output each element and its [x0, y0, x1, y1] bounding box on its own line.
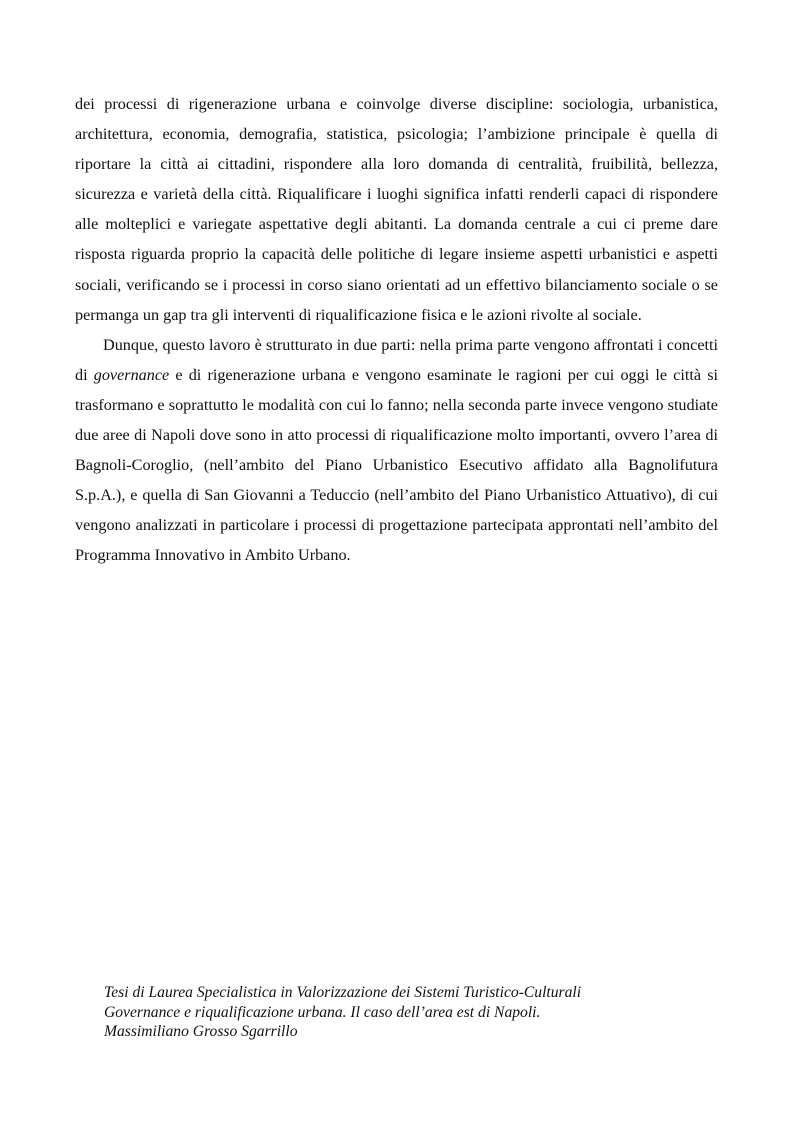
paragraph-2-text-start: Dunque, questo lavoro è strutturato in due parti: nella prima parte vengono affrontati i concetti di: [75, 335, 718, 384]
paragraph-2-text-end: e di rigenerazione urbana e vengono esaminate le ragioni per cui oggi le città si trasformano e soprattutto le modalità con cui lo fanno; nella seconda parte invece vengono studiate due aree di Napoli dove sono in atto processi di riqualificazione molto importanti, ovvero l’area di Bagnoli-Coroglio, (nell’ambito del Piano Urbanistico Esecutivo affidato alla Bagnolifutura S.p.A.), e quella di San Giovanni a Teduccio (nell’ambito del Piano Urbanistico Attuativo), di cui vengono analizzati in particolare i processi di progettazione partecipata approntati nell’ambito del Programma Innovativo in Ambito Urbano.: [75, 365, 718, 565]
thesis-footer: [104, 983, 724, 1042]
paragraph-1: dei processi di rigenerazione urbana e coinvolge diverse discipline: sociologia, urbanistica, architettura, economia, demografia, statistica, psicologia; l’ambizione principale è quella di riportare la città ai cittadini, rispondere alla loro domanda di centralità, fruibilità, bellezza, sicurezza e varietà della città. Riqualificare i luoghi significa infatti renderli capaci di rispondere alle molteplici e variegate aspettative degli abitanti. La domanda centrale a cui ci preme dare risposta riguarda proprio la capacità delle politiche di legare insieme aspetti urbanistici e aspetti sociali, verificando se i processi in corso siano orientati ad un effettivo bilanciamento sociale o se permanga un gap tra gli interventi di riqualificazione fisica e le azioni rivolte al sociale.: [75, 95, 718, 324]
document-body: [75, 89, 718, 571]
footer-work-title: Governance e riqualificazione urbana. Il caso dell’area est di Napoli.: [104, 1003, 541, 1021]
paragraph-2: [75, 330, 718, 571]
footer-thesis-title: Tesi di Laurea Specialistica in Valorizzazione dei Sistemi Turistico-Culturali: [104, 984, 582, 1001]
governance-term: governance: [93, 365, 170, 384]
footer-author: Massimiliano Grosso Sgarrillo: [104, 1023, 298, 1040]
